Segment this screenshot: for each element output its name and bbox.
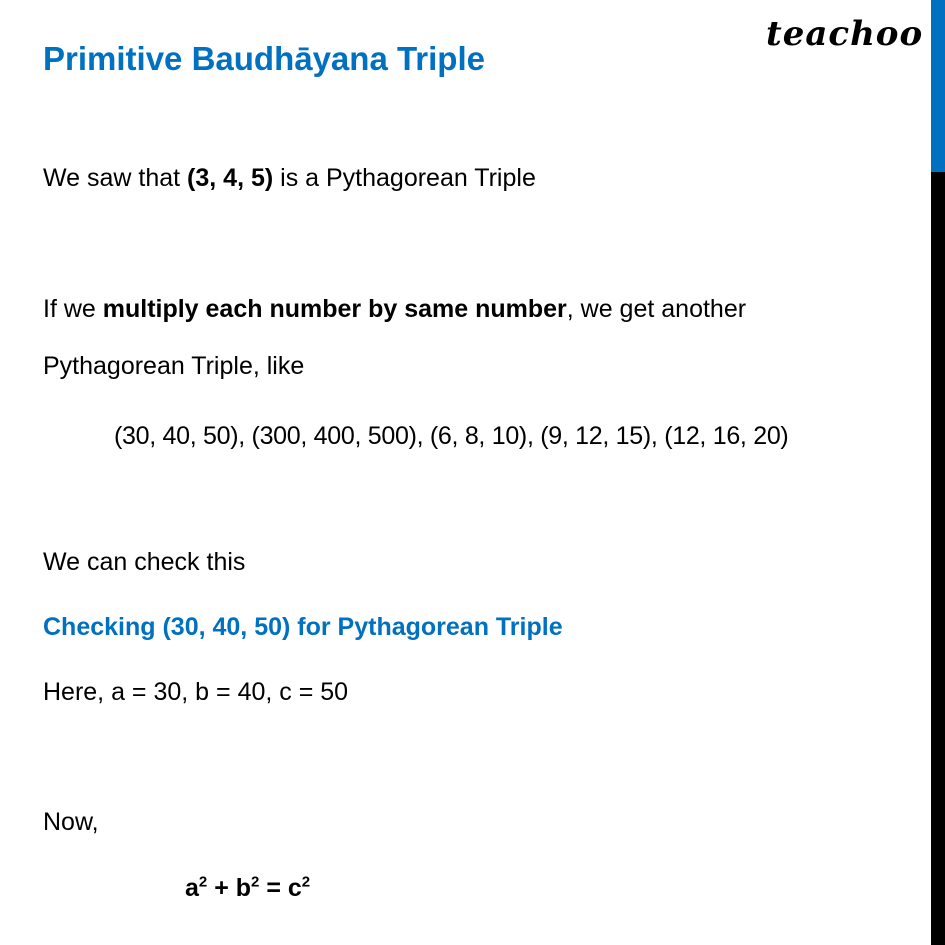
sidebar-dark-bar — [931, 172, 945, 945]
values-line: Here, a = 30, b = 40, c = 50 — [43, 678, 349, 706]
exponent: 2 — [198, 873, 208, 891]
pythagorean-like-line: Pythagorean Triple, like — [43, 352, 305, 380]
triple-bold: (3, 4, 5) — [187, 164, 274, 192]
sidebar-accent-bar — [931, 0, 945, 172]
equals: = — [259, 874, 288, 902]
intro-line — [43, 163, 536, 193]
section-heading: Checking (30, 40, 50) for Pythagorean Triple — [43, 613, 563, 641]
multiply-bold: multiply each number by same number — [102, 295, 567, 323]
page-title: Primitive Baudhāyana Triple — [43, 40, 485, 77]
plus: + — [207, 874, 236, 902]
var-a: a — [185, 874, 199, 902]
text: We saw that — [43, 164, 188, 192]
multiply-line — [43, 294, 746, 324]
now-line: Now, — [43, 808, 99, 836]
text: , we get another — [566, 295, 747, 323]
check-line: We can check this — [43, 548, 246, 576]
equation — [185, 873, 310, 903]
triples-list: (30, 40, 50), (300, 400, 500), (6, 8, 10), (9, 12, 15), (12, 16, 20) — [114, 422, 789, 450]
var-b: b — [235, 874, 252, 902]
var-c: c — [287, 874, 302, 902]
exponent: 2 — [301, 873, 311, 891]
text: is a Pythagorean Triple — [273, 164, 536, 192]
exponent: 2 — [251, 873, 260, 891]
text: If we — [43, 295, 103, 323]
teachoo-logo: teachoo — [766, 14, 924, 54]
